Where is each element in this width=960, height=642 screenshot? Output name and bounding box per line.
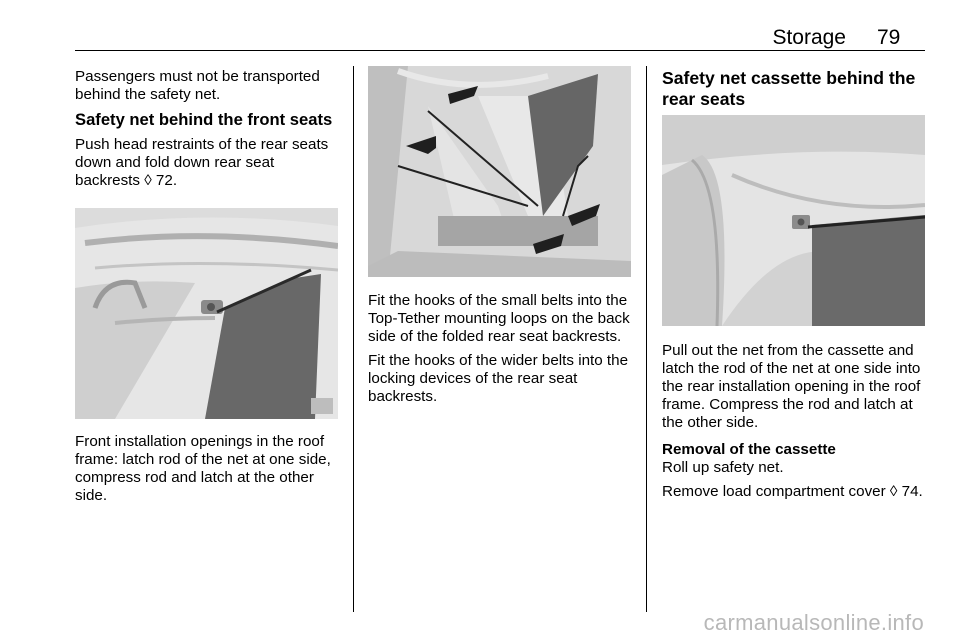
- column-3: [662, 68, 928, 116]
- figure-belts: [368, 66, 631, 277]
- figure-cassette: [662, 115, 925, 326]
- page-number: 79: [877, 26, 901, 49]
- small-belts-text: Fit the hooks of the small belts into the Top-Tether mounting loops on the back side of the folded rear seat backrests.: [368, 292, 630, 345]
- remove-cover-text: Remove load compartment cover ◊ 74.: [662, 483, 923, 500]
- header-rule: [75, 50, 925, 51]
- pull-out-text: Pull out the net from the cassette and latch the rod of the net at one side into the rear installation opening in the roof frame. Compress the rod and latch at the other side.: [662, 342, 921, 431]
- instruction-text: Push head restraints of the rear seats down and fold down rear seat backrests ◊ 72.: [75, 136, 329, 189]
- column-2: [368, 292, 634, 412]
- heading-removal: Removal of the cassette: [662, 441, 836, 458]
- heading-front-seats: Safety net behind the front seats: [75, 110, 333, 129]
- roll-up-text: Roll up safety net.: [662, 459, 784, 476]
- figure-front-installation: [75, 208, 338, 419]
- column-1-caption-block: [75, 433, 341, 511]
- intro-text: Passengers must not be transported behind the safety net.: [75, 68, 320, 103]
- column-3-body: [662, 342, 928, 507]
- column-1: [75, 68, 341, 196]
- column-divider-2: [646, 66, 647, 612]
- watermark: carmanualsonline.info: [703, 610, 924, 635]
- column-divider-1: [353, 66, 354, 612]
- heading-cassette: Safety net cassette behind the rear seats: [662, 68, 916, 109]
- section-title: Storage: [772, 26, 846, 49]
- wider-belts-text: Fit the hooks of the wider belts into the locking devices of the rear seat backrests.: [368, 352, 629, 405]
- figure-caption: Front installation openings in the roof frame: latch rod of the net at one side, compress rod and latch at the other side.: [75, 433, 331, 504]
